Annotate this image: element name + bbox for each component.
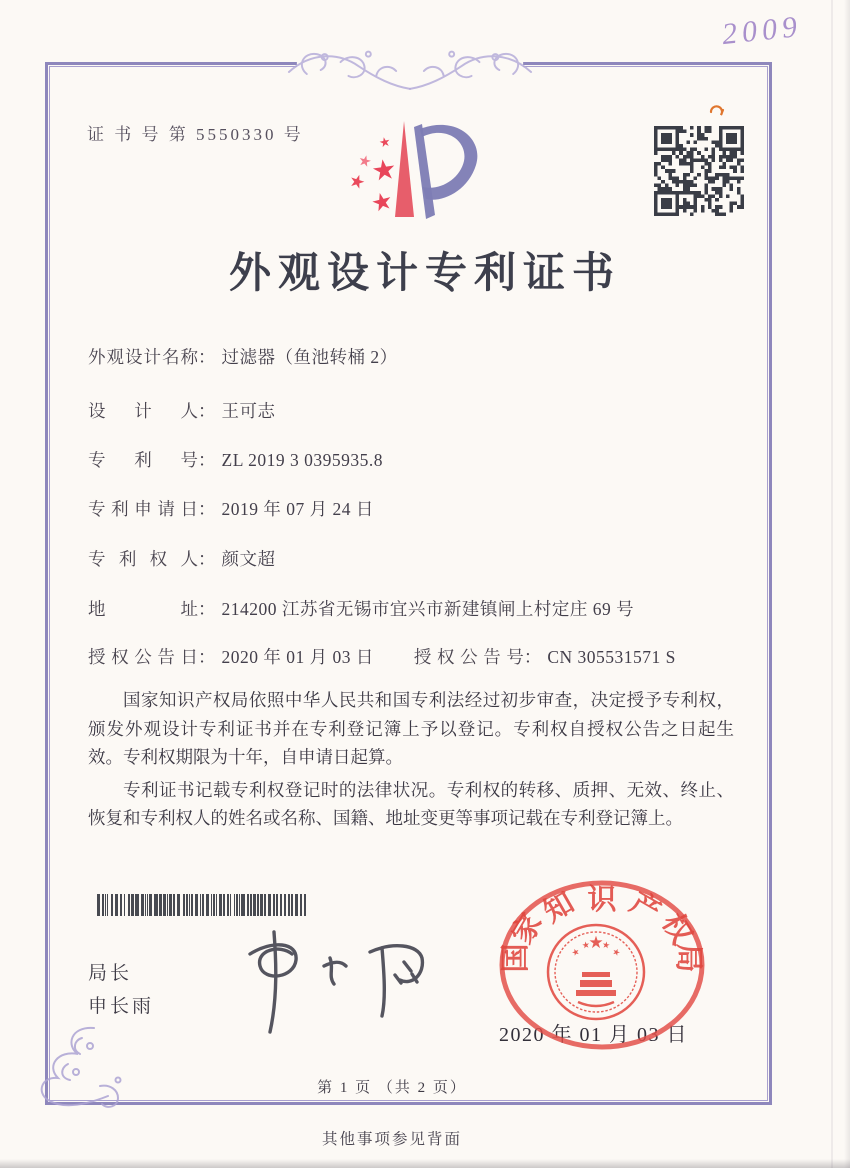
field-label: 专利申请日 bbox=[88, 499, 198, 519]
barcode bbox=[97, 894, 309, 916]
scan-fold-line bbox=[831, 0, 833, 1168]
svg-text:识: 识 bbox=[587, 884, 617, 916]
certificate-number: 证 书 号 第 5550330 号 bbox=[87, 125, 304, 144]
svg-text:★: ★ bbox=[369, 151, 399, 189]
svg-text:★: ★ bbox=[346, 169, 368, 195]
field-address bbox=[88, 596, 634, 621]
scan-bottom-edge bbox=[0, 1159, 850, 1168]
field-colon: ： bbox=[198, 549, 216, 569]
svg-text:国: 国 bbox=[500, 943, 532, 973]
field-value: ZL 2019 3 0395935.8 bbox=[221, 450, 383, 470]
svg-text:★: ★ bbox=[588, 933, 604, 953]
field-design-name bbox=[88, 344, 398, 369]
floral-ornament-corner bbox=[30, 1024, 145, 1112]
field-patentee bbox=[88, 546, 276, 571]
legal-paragraph-2: 专利证书记载专利权登记时的法律状况。专利权的转移、质押、无效、终止、恢复和专利权人的姓名或名称、国籍、地址变更等事项记载在专利登记簿上。 bbox=[88, 779, 734, 828]
orange-pen-mark bbox=[708, 101, 726, 119]
svg-text:★: ★ bbox=[610, 946, 622, 960]
field-label: 设计人 bbox=[88, 401, 198, 421]
bureau-chief-title: 局长 bbox=[88, 963, 133, 984]
field-colon: ： bbox=[198, 450, 216, 470]
field-value: 王可志 bbox=[221, 401, 276, 421]
svg-text:★: ★ bbox=[570, 946, 582, 960]
field-value: 214200 江苏省无锡市宜兴市新建镇闸上村定庄 69 号 bbox=[221, 599, 635, 619]
field-colon: ： bbox=[198, 499, 216, 519]
cnipa-logo-icon bbox=[338, 115, 488, 237]
handwritten-note: 2009 bbox=[720, 9, 804, 52]
bureau-chief-name: 申长雨 bbox=[88, 996, 155, 1017]
svg-text:★: ★ bbox=[601, 940, 611, 952]
field-designer bbox=[88, 398, 276, 423]
field-value: 2020 年 01 月 03 日 bbox=[221, 647, 374, 667]
field-label: 专利权人 bbox=[88, 549, 198, 569]
qr-code bbox=[654, 126, 744, 216]
seal-date: 2020 年 01 月 03 日 bbox=[499, 1024, 688, 1046]
legal-text bbox=[88, 686, 734, 837]
field-label: 专利号 bbox=[88, 450, 198, 470]
back-side-note: 其他事项参见背面 bbox=[321, 1131, 462, 1148]
field-application-date bbox=[88, 496, 374, 521]
page-number: 第 1 页 （共 2 页） bbox=[317, 1080, 467, 1096]
legal-paragraph-1: 国家知识产权局依照中华人民共和国专利法经过初步审查，决定授予专利权，颁发外观设计专利证书并在专利登记簿上予以登记。专利权自授权公告之日起生效。专利权期限为十年，自申请日起算。 bbox=[88, 690, 734, 767]
floral-ornament-top bbox=[281, 42, 539, 98]
field-colon: ： bbox=[198, 401, 216, 421]
field-value: 过滤器（鱼池转桶 2） bbox=[221, 347, 398, 367]
field-colon: ： bbox=[198, 599, 216, 619]
svg-text:权: 权 bbox=[655, 908, 698, 950]
field-value: 颜文超 bbox=[221, 549, 276, 569]
field-colon: ： bbox=[198, 647, 216, 667]
svg-text:产: 产 bbox=[624, 886, 666, 929]
svg-text:家: 家 bbox=[506, 908, 549, 950]
svg-text:★: ★ bbox=[368, 185, 396, 219]
field-label: 地址 bbox=[88, 599, 198, 619]
field-patent-number bbox=[88, 447, 383, 472]
certificate-title: 外观设计专利证书 bbox=[228, 251, 621, 297]
svg-text:★: ★ bbox=[581, 940, 591, 952]
field-label: 外观设计名称 bbox=[88, 347, 198, 367]
svg-text:★: ★ bbox=[356, 150, 374, 172]
field-label: 授权公告日 bbox=[88, 647, 198, 667]
svg-text:局: 局 bbox=[672, 943, 704, 973]
field-grant-date-and-number bbox=[88, 644, 676, 669]
svg-text:知: 知 bbox=[538, 886, 580, 929]
field-colon: ： bbox=[523, 647, 542, 667]
field-value: CN 305531571 S bbox=[547, 647, 676, 667]
svg-text:★: ★ bbox=[377, 134, 393, 152]
field-label: 授权公告号 bbox=[413, 647, 524, 667]
field-value: 2019 年 07 月 24 日 bbox=[221, 499, 374, 519]
scan-right-edge bbox=[844, 0, 850, 1168]
handwritten-signature bbox=[212, 924, 442, 1039]
field-colon: ： bbox=[198, 347, 216, 367]
